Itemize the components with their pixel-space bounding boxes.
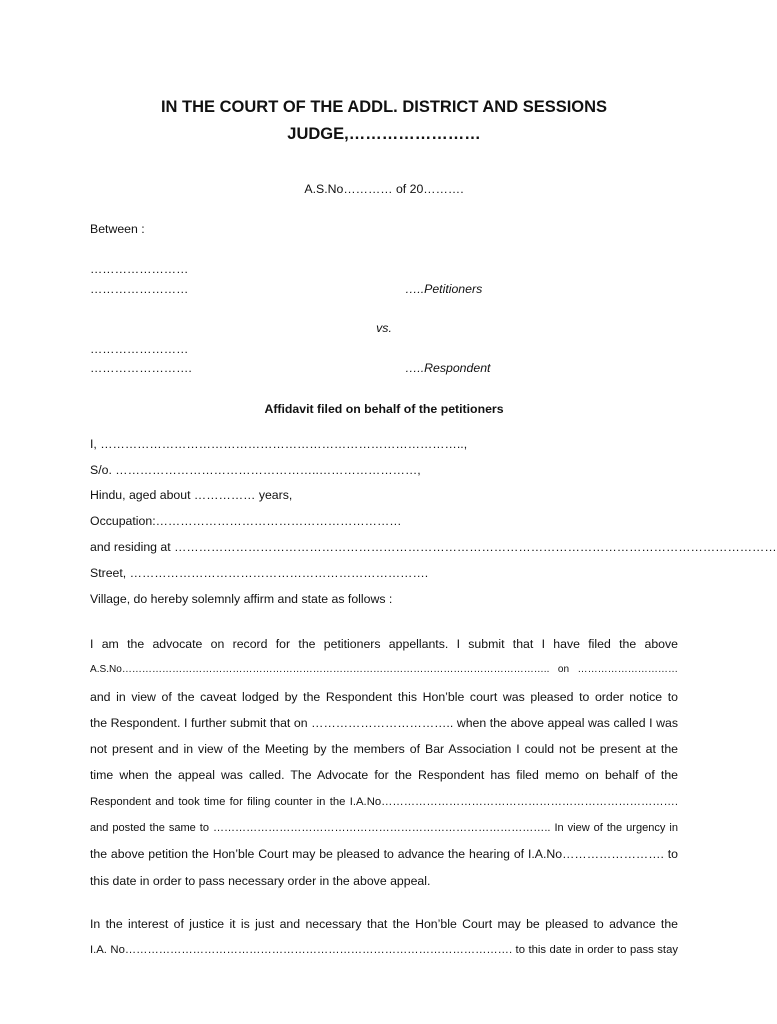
paragraph-1-line: Respondent and took time for filing counter in the I.A.No……………………………………………………………………. (90, 795, 678, 808)
affidavit-heading: Affidavit filed on behalf of the petitioners (264, 402, 504, 416)
paragraph-1-line: this date in order to pass necessary order in the above appeal. (90, 873, 431, 888)
respondent-name-line-2: ……………………. (90, 361, 192, 375)
affidavit-paragraph-2 (90, 911, 678, 964)
court-title-line-2: JUDGE,…………………… (287, 125, 481, 143)
respondent-name-line-1: …………………… (90, 342, 189, 356)
paragraph-1-line: A.S.No……………………………………………………………………………………………………………….. on ………………………… (90, 664, 678, 676)
respondent-label: …..Respondent (405, 361, 491, 375)
deponent-occupation-line: Occupation:…………………………………………………… (90, 514, 402, 528)
deponent-parent-line: S/o. …………………………………………..……………………, (90, 463, 421, 477)
court-title-line-1: IN THE COURT OF THE ADDL. DISTRICT AND SESSIONS (160, 98, 608, 116)
paragraph-1-line: and posted the same to ……………………………………………………………………………….. In view of the urgency in (90, 822, 678, 835)
deponent-residence-line: and residing at ………………………………………………………………………………………………………………………………… (90, 540, 777, 554)
paragraph-1-line: I am the advocate on record for the petitioners appellants. I submit that I have filed the above (90, 637, 678, 651)
deponent-name-line: I, …………………………………………………………………………….., (90, 437, 468, 451)
paragraph-1-line: time when the appeal was called. The Advocate for the Respondent has filed memo on behalf of the (90, 768, 678, 783)
versus-label: vs. (376, 321, 392, 335)
paragraph-1-line: the Respondent. I further submit that on …………………………….. when the above appeal was called I was (90, 715, 678, 730)
paragraph-1-line: and in view of the caveat lodged by the Respondent this Hon’ble court was pleased to order notice to (90, 689, 678, 704)
deponent-age-line: Hindu, aged about …………… years, (90, 488, 293, 502)
court-title (90, 94, 678, 148)
between-label: Between : (90, 222, 145, 236)
affidavit-paragraph-1 (90, 631, 678, 894)
case-number: A.S.No………… of 20………. (304, 182, 464, 196)
paragraph-2-line: In the interest of justice it is just and necessary that the Hon’ble Court may be pleased to advance the (90, 917, 678, 931)
paragraph-2-line: I.A. No…………………………………………………………………………………………. to this date in order to pass stay (90, 944, 678, 957)
petitioners-label: …..Petitioners (405, 282, 483, 296)
paragraph-1-line: not present and in view of the Meeting by the members of Bar Association I could not be present at the (90, 742, 678, 757)
paragraph-1-line: the above petition the Hon’ble Court may be pleased to advance the hearing of I.A.No……………………. to (90, 847, 678, 862)
petitioner-name-line-1: …………………… (90, 262, 189, 276)
affirmation-line: Village, do hereby solemnly affirm and state as follows : (90, 592, 393, 606)
petitioner-name-line-2: …………………… (90, 282, 189, 296)
deponent-street-line: Street, ………………………………………………………………. (90, 566, 429, 580)
